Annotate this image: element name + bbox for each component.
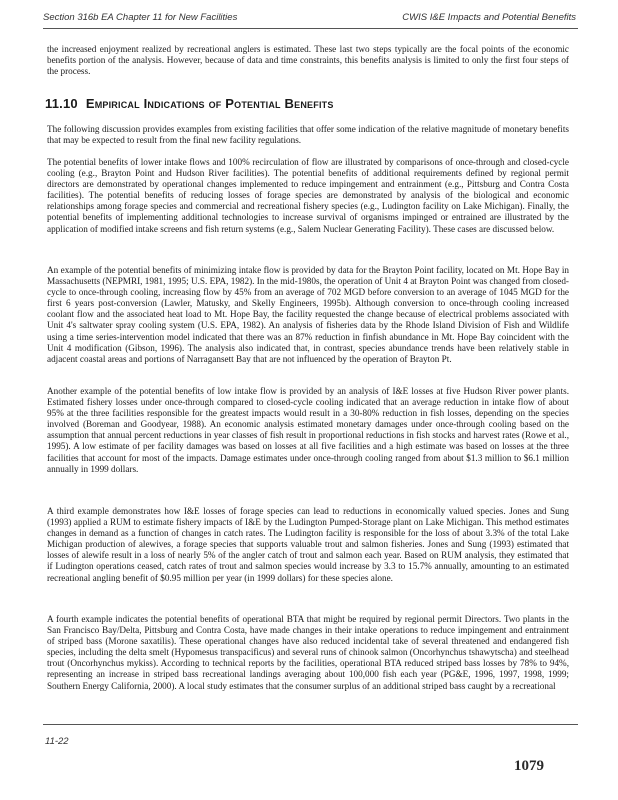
paragraph-6: A fourth example indicates the potential benefits of operational BTA that might be required by regional permit Directors. Two plants in the San Francisco Bay/Delta, Pittsburg and Contra Costa, have made changes in their intake operations to reduce impingement and entrainment of striped bass (Morone saxatilis). These operational changes have also reduced incidental take of several threatened and endangered fish species, including the delta smelt (Hypomesus transpacificus) and several runs of chinook salmon (Oncorhynchus tshawytscha) and steelhead trout (Oncorhynchus mykiss). According to technical reports by the facilities, operational BTA reduced striped bass losses by 78% to 94%, representing an increase in striped bass recreational landings averaging about 100,000 fish each year (PG&E, 1996, 1997, 1998, 1999; Southern Energy California, 2000). A local study estimates that the consumer surplus of an additional striped bass caught by a recreational <box>47 614 569 691</box>
running-header-right: CWIS I&E Impacts and Potential Benefits <box>402 12 576 23</box>
bates-stamp: 1079 <box>514 758 544 774</box>
paragraph-1: The following discussion provides examples from existing facilities that offer some indication of the relative magnitude of monetary benefits that may be expected to result from the final new facility regulations. <box>47 124 569 146</box>
paragraph-3: An example of the potential benefits of minimizing intake flow is provided by data for the Brayton Point facility, located on Mt. Hope Bay in Massachusetts (NEPMRI, 1981, 1995; U.S. EPA, 1982). In the mid-1980s, the operation of Unit 4 at Brayton Point was changed from closed-cycle to once-through cooling, increasing flow by 45% from an average of 702 MGD before conversion to an average of 1045 MGD for the first 6 years post-conversion (Lawler, Matusky, and Skelly Engineers, 1995b). Although conversion to once-through cooling increased coolant flow and the associated heat load to Mt. Hope Bay, the facility requested the change because of electrical problems associated with Unit 4's saltwater spray cooling system (U.S. EPA, 1982). An analysis of fisheries data by the Rhode Island Division of Fish and Wildlife using a time series-intervention model indicated that there was an 87% reduction in finfish abundance in Mt. Hope Bay coincident with the Unit 4 modification (Gibson, 1996). The analysis also indicated that, in contrast, species abundance trends have been relatively stable in adjacent coastal areas and portions of Narragansett Bay that are not influenced by the operation of Brayton Pt. <box>47 265 569 364</box>
footer-divider <box>43 724 578 725</box>
section-title: Empirical Indications of Potential Benefits <box>85 96 334 111</box>
paragraph-2: The potential benefits of lower intake flows and 100% recirculation of flow are illustrated by comparisons of once-through and closed-cycle cooling (e.g., Brayton Point and Hudson River facilities). The potential benefits of additional requirements defined by regional permit directors are demonstrated by operational changes implemented to reduce impingement and entrainment (e.g., Pittsburg and Contra Costa facilities). The potential benefits of reducing losses of forage species are demonstrated by analysis of the biological and economic relationships among forage species and commercial and recreational fishery species (e.g., Ludington facility on Lake Michigan). Finally, the potential benefits of implementing additional technologies to increase survival of organisms impinged or entrained are illustrated by the application of modified intake screens and fish return systems (e.g., Salem Nuclear Generating Facility). These cases are discussed below. <box>47 157 569 234</box>
section-heading <box>45 96 334 111</box>
paragraph-5: A third example demonstrates how I&E losses of forage species can lead to reductions in economically valued species. Jones and Sung (1993) applied a RUM to estimate fishery impacts of I&E by the Ludington Pumped-Storage plant on Lake Michigan. This method estimates changes in demand as a function of changes in catch rates. The Ludington facility is responsible for the loss of about 3.3% of the total Lake Michigan production of alewives, a forage species that supports valuable trout and salmon fisheries. Jones and Sung (1993) estimated that losses of alewife result in a loss of nearly 5% of the angler catch of trout and salmon each year. Based on RUM analysis, they estimated that if Ludington operations ceased, catch rates of trout and salmon species would increase by 3.3 to 15.7% annually, amounting to an estimated recreational angling benefit of $0.95 million per year (in 1999 dollars) for these species alone. <box>47 506 569 583</box>
running-header-left: Section 316b EA Chapter 11 for New Facilities <box>43 12 238 23</box>
header-divider <box>43 28 578 29</box>
page-number: 11-22 <box>45 736 69 747</box>
paragraph-4: Another example of the potential benefits of low intake flow is provided by an analysis of I&E losses at five Hudson River power plants. Estimated fishery losses under once-through compared to closed-cycle cooling indicated that an average reduction in intake flow of about 95% at the three facilities responsible for the greatest impacts would result in a 30-80% reduction in fish losses, depending on the species involved (Boreman and Goodyear, 1988). An economic analysis estimated monetary damages under once-through cooling based on the assumption that annual percent reductions in year classes of fish result in proportional reductions in fish stocks and harvest rates (Rowe et al., 1995). A low estimate of per facility damages was based on losses at all five facilities and a high estimate was based on losses at the three facilities that account for most of the impacts. Damage estimates under once-through cooling ranged from about $1.3 million to $6.1 million annually in 1999 dollars. <box>47 386 569 474</box>
intro-paragraph: the increased enjoyment realized by recreational anglers is estimated. These last two steps typically are the focal points of the economic benefits portion of the analysis. However, because of data and time constraints, this benefits analysis is limited to only the first four steps of the process. <box>47 44 569 77</box>
section-number: 11.10 <box>45 96 78 111</box>
